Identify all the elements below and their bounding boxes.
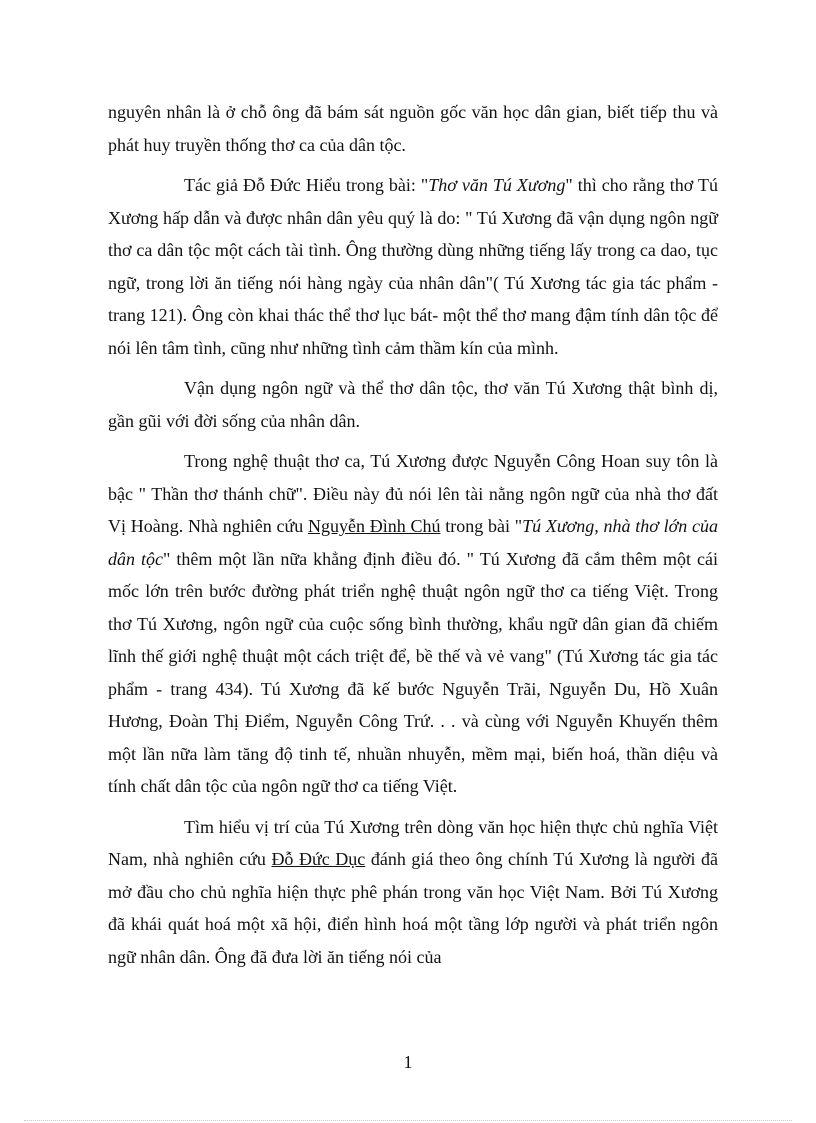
author-link-do-duc-duc[interactable]: Đỗ Đức Dục [271, 849, 366, 869]
paragraph-5-text-a: Tìm hiểu vị trí của Tú Xương trên dòng văn học hiện thực chủ nghĩa Việt Nam, nhà nghiên cứu [108, 816, 718, 869]
paragraph-5 [108, 811, 718, 974]
paragraph-2-text-a: Tác giả Đỗ Đức Hiểu trong bài: " [184, 175, 429, 195]
paragraph-4 [108, 445, 718, 803]
article-title-tho-van-tu-xuong: Thơ văn Tú Xương [428, 175, 566, 195]
paragraph-3-text: Vận dụng ngôn ngữ và thể thơ dân tộc, thơ văn Tú Xương thật bình dị, gần gũi với đời sống của nhân dân. [108, 378, 718, 431]
paragraph-3 [108, 372, 718, 437]
paragraph-4-text-b: trong bài " [440, 516, 523, 536]
paragraph-2-text-b: " thì cho rằng thơ Tú Xương hấp dẫn và được nhân dân yêu quý là do: " Tú Xương đã vận dụng ngôn ngữ thơ ca dân tộc một cách tài tình. Ông thường dùng những tiếng lấy trong ca dao, tục ngữ, trong lời ăn tiếng nói hàng ngày của nhân dân"( Tú Xương tác gia tác phẩm - trang 121). Ông còn khai thác thể thơ lục bát- một thể thơ mang đậm tính dân tộc để nói lên tâm tình, cũng như những tình cảm thầm kín của mình. [108, 175, 719, 358]
paragraph-2 [108, 169, 718, 364]
paragraph-5-text-b: đánh giá theo ông chính Tú Xương là người đã mở đầu cho chủ nghĩa hiện thực phê phán trong văn học Việt Nam. Bởi Tú Xương đã khái quát hoá một xã hội, điển hình hoá một tầng lớp người và phát triển ngôn ngữ nhân dân. Ông đã đưa lời ăn tiếng nói của [108, 849, 718, 967]
paragraph-1-text: nguyên nhân là ở chỗ ông đã bám sát nguồn gốc văn học dân gian, biết tiếp thu và phát huy truyền thống thơ ca của dân tộc. [108, 102, 718, 155]
author-link-nguyen-dinh-chu[interactable]: Nguyễn Đình Chú [307, 516, 441, 536]
article-title-tu-xuong-nha-tho-lon: Tú Xương, nhà thơ lớn của dân tộc [108, 516, 718, 569]
document-body [108, 96, 718, 981]
paragraph-4-text-c: " thêm một lần nữa khẳng định điều đó. " Tú Xương đã cắm thêm một cái mốc lớn trên bước đường phát triển nghệ thuật ngôn ngữ thơ ca tiếng Việt. Trong thơ Tú Xương, ngôn ngữ của cuộc sống bình thường, khẩu ngữ dân gian đã chiếm lĩnh thế giới nghệ thuật một cách triệt để, bề thế và vẻ vang" (Tú Xương tác gia tác phẩm - trang 434). Tú Xương đã kế bước Nguyễn Trãi, Nguyễn Du, Hồ Xuân Hương, Đoàn Thị Điểm, Nguyễn Công Trứ. . . và cùng với Nguyễn Khuyến thêm một lần nữa làm tăng độ tinh tế, nhuần nhuyễn, mềm mại, biến hoá, thần diệu và tính chất dân tộc của ngôn ngữ thơ ca tiếng Việt. [108, 548, 718, 796]
page-bottom-edge [24, 1120, 792, 1121]
paragraph-4-text-a: Trong nghệ thuật thơ ca, Tú Xương được Nguyễn Công Hoan suy tôn là bậc " Thần thơ thánh chữ". Điều này đủ nói lên tài nằng ngôn ngữ của nhà thơ đất Vị Hoàng. Nhà nghiên cứu [108, 451, 718, 536]
page-number: 1 [403, 1052, 413, 1072]
paragraph-1 [108, 96, 718, 161]
